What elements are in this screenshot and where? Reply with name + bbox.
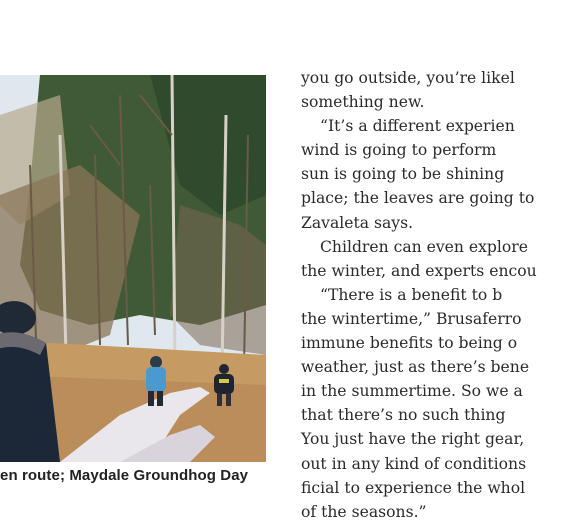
article-line: the wintertime,” Brusaferro bbox=[301, 309, 522, 328]
article-line: ficial to experience the whol bbox=[301, 478, 526, 497]
article-line: You just have the right gear, bbox=[301, 430, 525, 449]
article-line: wind is going to perform bbox=[301, 141, 497, 160]
article-line: “It’s a different experien bbox=[320, 117, 515, 136]
article-line: the winter, and experts encou bbox=[301, 261, 537, 280]
article-line: in the summertime. So we a bbox=[301, 382, 523, 401]
article-line: of the seasons.” bbox=[301, 502, 427, 521]
article-line: out in any kind of conditions bbox=[301, 454, 527, 473]
photo-caption: en route; Maydale Groundhog Day bbox=[0, 467, 249, 484]
article-line: immune benefits to being o bbox=[301, 334, 518, 353]
article-photo bbox=[0, 75, 266, 462]
article-line: Children can even explore bbox=[320, 237, 528, 256]
article-line: something new. bbox=[301, 93, 425, 112]
article-line: that there’s no such thing bbox=[301, 406, 506, 425]
article-text bbox=[301, 66, 561, 524]
article-line: weather, just as there’s bene bbox=[301, 358, 530, 377]
article-line: sun is going to be shining bbox=[301, 165, 505, 184]
article-line: place; the leaves are going to bbox=[301, 189, 535, 208]
article-line: “There is a benefit to b bbox=[320, 285, 503, 304]
article-line: Zavaleta says. bbox=[301, 213, 414, 232]
article-line: you go outside, you’re likel bbox=[301, 69, 515, 87]
